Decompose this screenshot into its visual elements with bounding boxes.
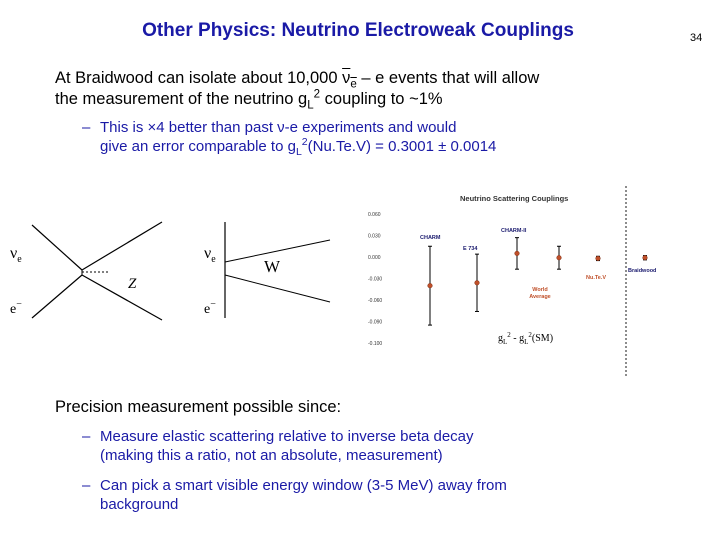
slide-title: Other Physics: Neutrino Electroweak Couplings bbox=[142, 20, 574, 41]
w-boson-label: W bbox=[264, 257, 281, 276]
sub-bullet-comparison: – This is ×4 better than past ν-e experiments and would give an error comparable to $g_L^2(Nu.Te.V) = 0.3001 \pm 0.0014$ bbox=[82, 119, 497, 158]
chart-y-tick-label: -0.100 bbox=[368, 341, 383, 347]
chart-point-marker bbox=[515, 251, 520, 256]
chart-label-braidwood: Braidwood bbox=[628, 268, 657, 274]
bullet-braidwood-events bbox=[55, 68, 695, 110]
chart-point-marker bbox=[428, 283, 433, 288]
nu-e-label-left: $\nu_e$ bbox=[10, 245, 22, 265]
chart-y-tick-label: 0.060 bbox=[368, 212, 381, 218]
chart-label-charm: CHARM bbox=[420, 235, 441, 241]
antineutrino-symbol: $\nu_e$ bbox=[342, 69, 357, 91]
electron-label-left: e− bbox=[10, 299, 22, 317]
sub-bullet-energy-window: – Can pick a smart visible energy window (3-5 MeV) away from background bbox=[82, 477, 507, 513]
page-number: 34 bbox=[690, 32, 703, 44]
chart-point-marker bbox=[557, 255, 562, 260]
chart-y-tick-label: -0.090 bbox=[368, 319, 383, 326]
chart-y-tick-label: -0.060 bbox=[368, 298, 383, 304]
bullet-line-1: At Braidwood can isolate about 10,000 $\nu_e$ – e events that will allow bbox=[55, 69, 540, 91]
chart-point-nu-te-v bbox=[596, 256, 601, 261]
chart-background bbox=[360, 184, 635, 379]
feynman-diagram-z bbox=[0, 200, 180, 330]
chart-point-marker bbox=[643, 255, 648, 260]
electron-label-right: e− bbox=[204, 299, 216, 317]
neutrino-couplings-chart bbox=[360, 184, 657, 379]
nu-e-label-right: $\nu_e$ bbox=[204, 245, 216, 265]
chart-y-tick-label: -0.030 bbox=[368, 276, 383, 283]
bullet-line-2: the measurement of the neutrino $g_L^2$ coupling to ~1% bbox=[55, 88, 443, 112]
chart-label-e-734: E 734 bbox=[463, 246, 478, 252]
feynman-diagram-w bbox=[190, 200, 370, 330]
sub-bullet-ratio: – Measure elastic scattering relative to inverse beta decay (making this a ratio, not an absolute, measurement) bbox=[82, 428, 474, 464]
bullet-precision: Precision measurement possible since: bbox=[55, 398, 342, 416]
chart-y-tick-label: 0.000 bbox=[368, 255, 381, 261]
chart-label-nu-te-v: Nu.Te.V bbox=[586, 275, 607, 281]
chart-title: Neutrino Scattering Couplings bbox=[460, 194, 569, 203]
chart-point-marker bbox=[475, 281, 480, 286]
chart-point-braidwood bbox=[643, 255, 648, 260]
chart-point-marker bbox=[596, 256, 601, 261]
chart-x-axis-label: $g_L^2 - g_L^2(SM)$ bbox=[498, 331, 554, 346]
chart-label-world-average: World Average bbox=[529, 287, 551, 300]
z-boson-label: Z bbox=[128, 276, 137, 292]
chart-label-charm-ii: CHARM-II bbox=[501, 228, 527, 234]
chart-y-tick-label: 0.030 bbox=[368, 233, 381, 240]
